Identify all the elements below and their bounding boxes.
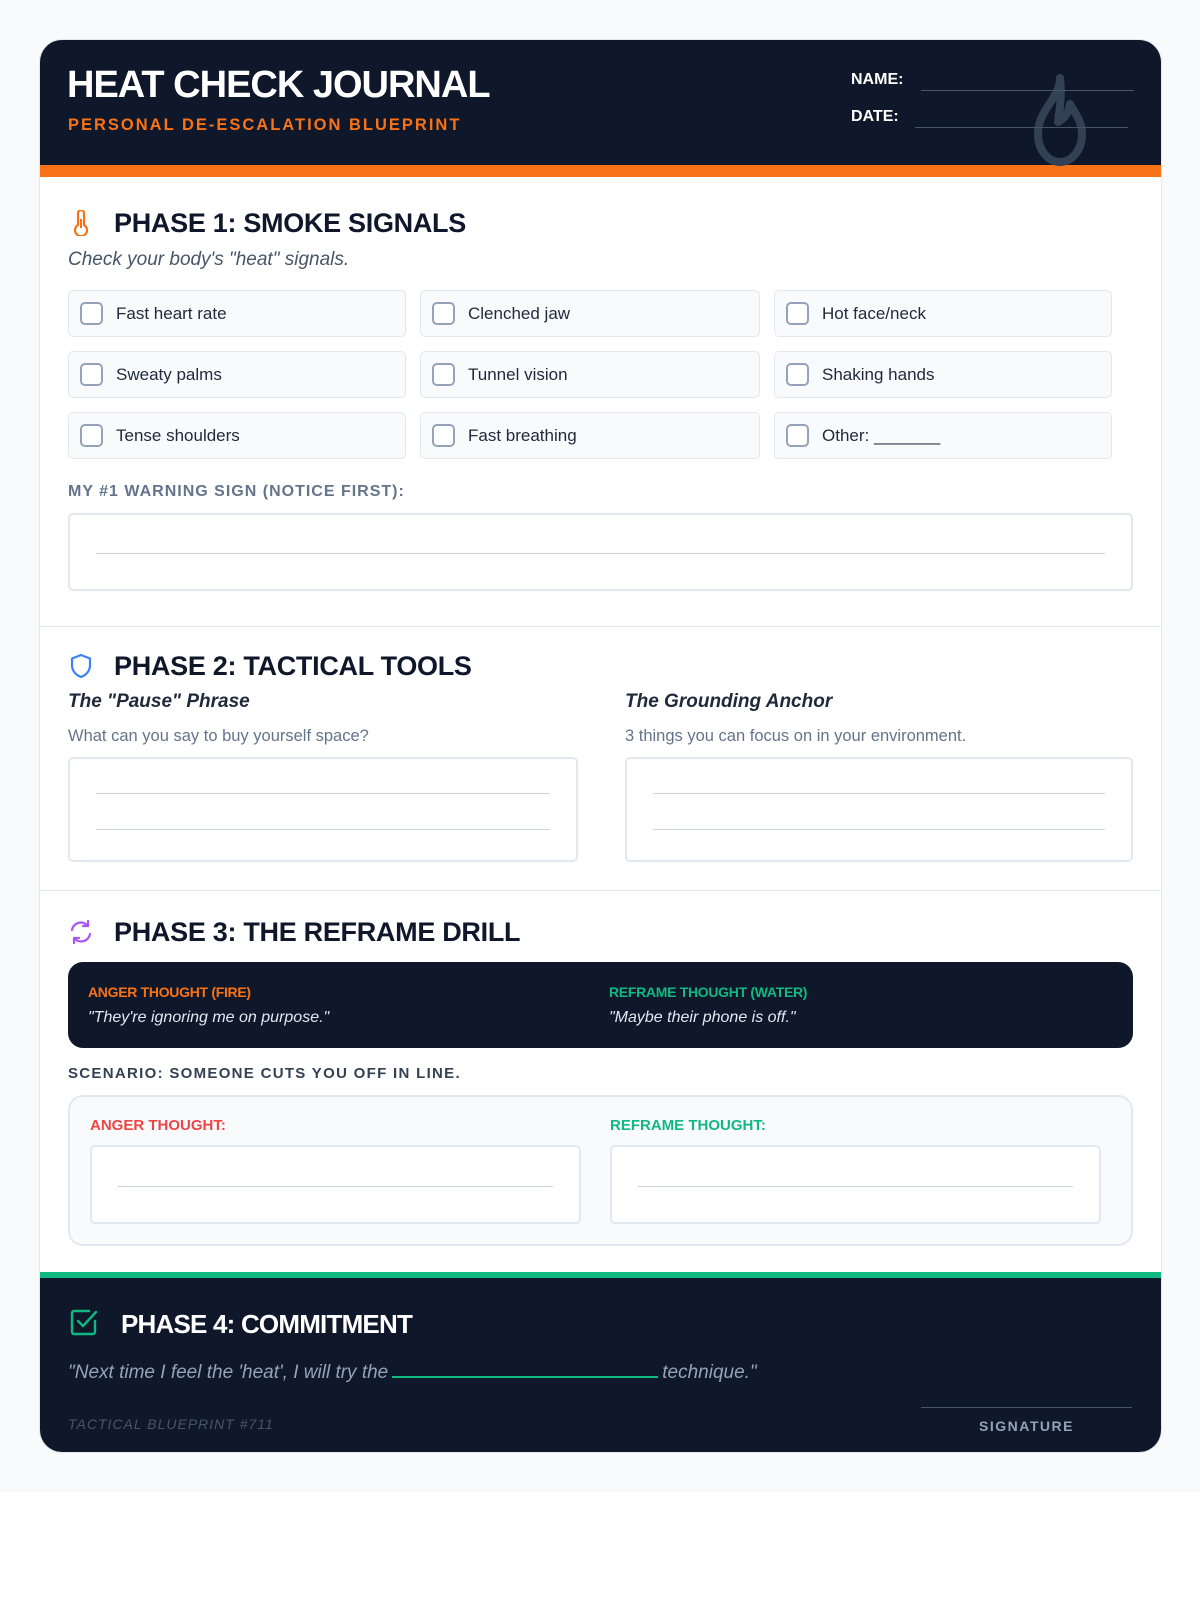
signal-option[interactable] [68,412,406,459]
checkbox[interactable] [432,302,455,325]
phase-1-hint: Check your body's "heat" signals. [68,249,350,270]
commitment-quote-end: technique." [662,1362,757,1383]
signal-label: Tense shoulders [116,425,240,445]
checkbox[interactable] [80,363,103,386]
reframe-thought-field[interactable] [610,1145,1101,1224]
checkbox[interactable] [786,424,809,447]
warning-sign-label: MY #1 WARNING SIGN (NOTICE FIRST): [68,483,405,500]
pause-phrase-field[interactable] [68,757,578,862]
signal-option[interactable] [774,412,1112,459]
phase-4-section [40,1272,1161,1452]
anger-thought-label: ANGER THOUGHT: [90,1117,226,1134]
signal-option[interactable] [420,351,760,398]
signal-option[interactable] [774,290,1112,337]
phase-1-section [40,177,1161,627]
reframe-thought-label: REFRAME THOUGHT: [610,1117,766,1134]
writing-line [96,829,550,830]
signal-label: Fast breathing [468,425,577,445]
checkbox[interactable] [786,302,809,325]
technique-blank[interactable] [392,1360,658,1378]
signal-label: Other: _______ [822,425,941,445]
refresh-icon [68,919,94,945]
signal-option[interactable] [420,412,760,459]
signal-label: Shaking hands [822,364,935,384]
name-date-fields [851,68,1134,142]
checkbox[interactable] [80,302,103,325]
signal-option[interactable] [68,351,406,398]
page-subtitle: PERSONAL DE-ESCALATION BLUEPRINT [68,116,462,134]
signal-label: Sweaty palms [116,364,222,384]
page-title: HEAT CHECK JOURNAL [67,64,490,106]
reframe-example [68,962,1133,1048]
name-label: NAME: [851,71,904,88]
grounding-anchor-desc: 3 things you can focus on in your environment. [625,727,967,745]
writing-line [96,793,550,794]
anger-thought-field[interactable] [90,1145,581,1224]
signal-label: Hot face/neck [822,303,926,323]
thermometer-icon [68,210,94,236]
signature-line[interactable] [921,1407,1132,1408]
checkbox[interactable] [786,363,809,386]
signal-option[interactable] [774,351,1112,398]
signal-label: Clenched jaw [468,303,571,323]
signature-label: SIGNATURE [979,1418,1074,1434]
signal-option[interactable] [420,290,760,337]
signal-label: Tunnel vision [468,364,568,384]
journal-card [40,40,1161,1452]
pause-phrase-desc: What can you say to buy yourself space? [68,727,369,745]
pause-phrase-column [68,691,578,862]
checkbox[interactable] [80,424,103,447]
writing-line [653,829,1105,830]
shield-icon [68,653,94,679]
example-reframe-text: "Maybe their phone is off." [609,1009,796,1026]
name-line [921,90,1134,91]
phase-2-section [40,627,1161,891]
commitment-quote-start: "Next time I feel the 'heat', I will try the [68,1362,389,1383]
name-field[interactable] [851,68,1134,105]
date-line [915,127,1128,128]
phase-2-title: PHASE 2: TACTICAL TOOLS [114,650,472,681]
writing-line [118,1186,553,1187]
phase-4-title: PHASE 4: COMMITMENT [121,1309,413,1339]
warning-sign-field[interactable] [68,513,1133,591]
phase-3-section [40,891,1161,1265]
checkbox[interactable] [432,363,455,386]
example-anger-text: "They're ignoring me on purpose." [88,1009,330,1026]
grounding-anchor-field[interactable] [625,757,1133,862]
writing-line [96,553,1105,554]
pause-phrase-title: The "Pause" Phrase [68,691,250,712]
grounding-anchor-title: The Grounding Anchor [625,691,833,712]
header-stripe [40,165,1161,177]
signal-option[interactable] [68,290,406,337]
writing-line [653,793,1105,794]
example-reframe-label: REFRAME THOUGHT (WATER) [609,984,808,1000]
header [40,40,1161,165]
phase-1-title: PHASE 1: SMOKE SIGNALS [114,207,466,238]
signal-label: Fast heart rate [116,303,227,323]
scenario-label: SCENARIO: SOMEONE CUTS YOU OFF IN LINE. [68,1065,461,1082]
checkbox-checked-icon [69,1307,99,1342]
example-anger-label: ANGER THOUGHT (FIRE) [88,984,251,1000]
date-label: DATE: [851,108,899,125]
phase-3-title: PHASE 3: THE REFRAME DRILL [114,916,521,947]
reframe-drill [68,1095,1133,1246]
writing-line [638,1186,1073,1187]
blueprint-serial: TACTICAL BLUEPRINT #711 [68,1416,274,1432]
grounding-anchor-column [625,691,1133,862]
checkbox[interactable] [432,424,455,447]
signal-checklist [68,290,1133,459]
date-field[interactable] [851,105,1134,142]
commitment-statement [68,1360,757,1384]
